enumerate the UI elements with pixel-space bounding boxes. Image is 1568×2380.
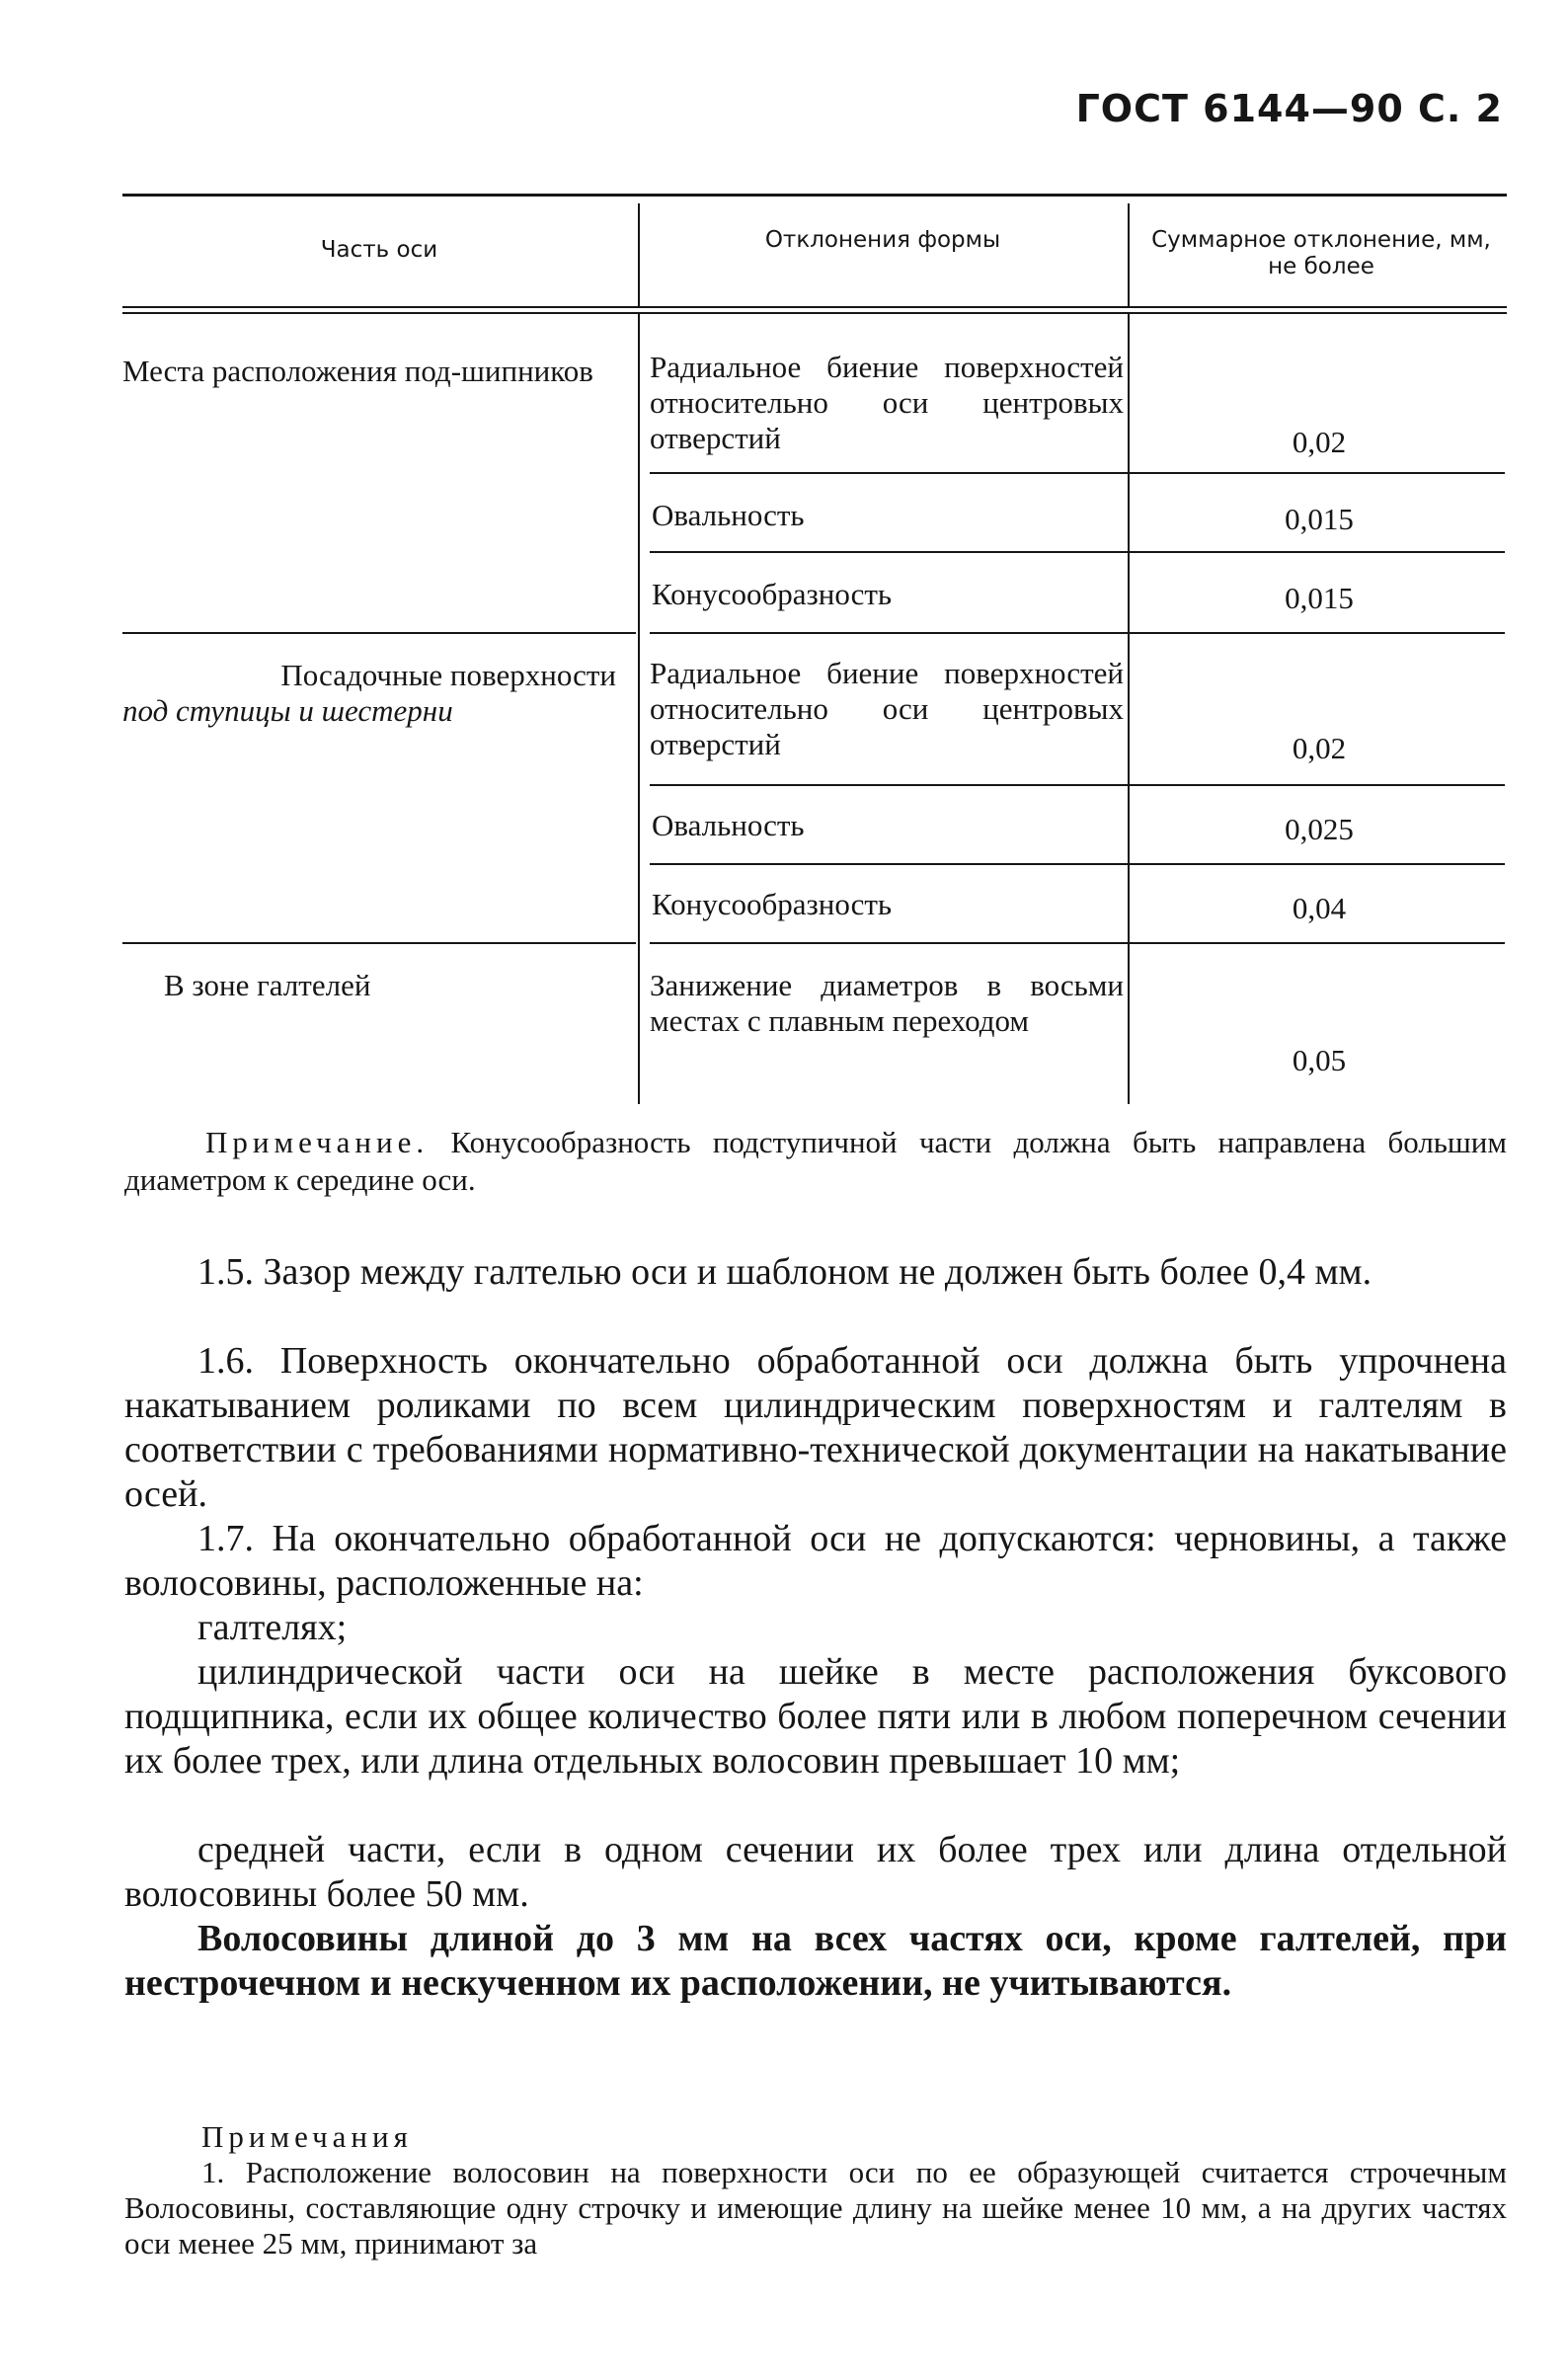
group-sep-2-part — [122, 942, 636, 944]
table-top-rule — [122, 194, 1507, 197]
paragraph-hairlines: Волосовины длиной до 3 мм на всех частях оси, кроме галтелей, при нестрочечном и нескученном их расположении, не учитываются. — [124, 1918, 1507, 2004]
deviation-ovality-2: Овальность — [652, 808, 805, 842]
col-header-deviation: Отклонения формы — [764, 227, 1001, 253]
notes-heading: Примечания — [201, 2119, 413, 2154]
col-sep-2-body — [1128, 314, 1130, 1104]
value-g1-r2: 0,015 — [1285, 502, 1354, 536]
group-sep-2 — [650, 942, 1505, 944]
paragraph-1-5: 1.5. Зазор между галтелью оси и шаблоном не должен быть более 0,4 мм. — [197, 1251, 1372, 1293]
deviation-underdiameter: Занижение диаметров в восьми местах с плавным переходом — [650, 968, 1124, 1038]
paragraph-1-7: 1.7. На окончательно обработанной оси не допускаются: черновины, а также волосовины, расположенные на: — [124, 1518, 1507, 1604]
col-header-total: Суммарное отклонение, мм, не более — [1151, 227, 1491, 279]
col-sep-2 — [1128, 203, 1130, 306]
list-item-fillets: галтелях; — [197, 1607, 348, 1648]
table-note-text: Конусообразность подступичной части должна быть направлена большим диаметром к середине оси. — [124, 1125, 1508, 1197]
value-g1-r1: 0,02 — [1292, 425, 1347, 459]
value-g1-r3: 0,015 — [1285, 581, 1354, 615]
part-bearings: Места расположения под-шипников — [122, 354, 593, 388]
part-seats-line2: под ступицы и шестерни — [122, 693, 453, 728]
deviation-radial-2: Радиальное биение поверхностей относительно оси центровых отверстий — [650, 656, 1124, 761]
col-sep-1 — [638, 203, 640, 306]
row-sep-g1-2 — [650, 551, 1505, 553]
notes-item-1: 1. Расположение волосовин на поверхности оси по ее образующей считается строчечным Волосовины, составляющие одну строчку и имеющие длину на шейке менее 10 мм, а на других частях оси менее 25 мм, принимают за — [124, 2155, 1507, 2261]
part-seats-line1: Посадочные поверхности — [280, 658, 616, 692]
header-rule-2 — [122, 312, 1507, 314]
deviation-radial-1: Радиальное биение поверхностей относительно оси центровых отверстий — [650, 350, 1124, 455]
page-header: ГОСТ 6144—90 С. 2 — [1075, 87, 1503, 130]
row-sep-g1-1 — [650, 472, 1505, 474]
part-fillets: В зоне галтелей — [164, 968, 371, 1002]
group-sep-1-part — [122, 632, 636, 634]
value-g2-r1: 0,02 — [1292, 731, 1347, 765]
value-g2-r2: 0,025 — [1285, 812, 1354, 846]
deviation-table — [122, 194, 1507, 1106]
col-header-part: Часть оси — [320, 237, 438, 263]
row-sep-g2-1 — [650, 784, 1505, 786]
value-g3-r1: 0,05 — [1292, 1043, 1347, 1077]
paragraph-1-6: 1.6. Поверхность окончательно обработанной оси должна быть упрочнена накатыванием роликами по всем цилиндрическим поверхностям и галтелям в соответствии с требованиями нормативно-технической документации на накатывание осей. — [124, 1340, 1507, 1515]
col-sep-1-body — [638, 314, 640, 1104]
list-item-middle: средней части, если в одном сечении их более трех или длина отдельной волосовины более 50 мм. — [124, 1829, 1507, 1915]
value-g2-r3: 0,04 — [1292, 891, 1347, 925]
deviation-ovality-1: Овальность — [652, 498, 805, 532]
row-sep-g2-2 — [650, 863, 1505, 865]
list-item-journal: цилиндрической части оси на шейке в месте расположения буксового подщипника, если их общее количество более пяти или в любом поперечном сечении их более трех, или длина отдельных волосовин превышает 10 мм; — [124, 1651, 1507, 1782]
deviation-taper-1: Конусообразность — [652, 577, 893, 611]
table-note-label: Примечание. — [205, 1125, 430, 1159]
table-note — [124, 1124, 1507, 1199]
group-sep-1 — [650, 632, 1505, 634]
header-rule-1 — [122, 306, 1507, 308]
deviation-taper-2: Конусообразность — [652, 887, 893, 921]
notes-section — [124, 2119, 1507, 2261]
